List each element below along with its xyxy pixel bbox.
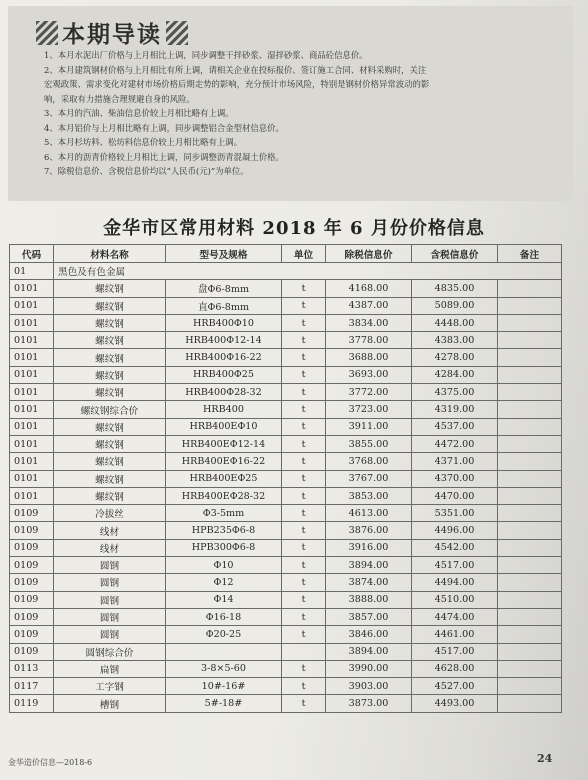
footer-publication: 金华造价信息—2018-6 <box>8 758 93 767</box>
item-code: 0119 <box>10 695 54 712</box>
table-row <box>10 574 562 591</box>
item-code: 0101 <box>10 470 54 487</box>
hatch-decoration-icon <box>36 21 58 45</box>
price-incl-tax: 4319.00 <box>412 401 498 418</box>
price-excl-tax: 3768.00 <box>326 453 412 470</box>
item-unit: t <box>282 505 326 522</box>
table-row <box>10 453 562 470</box>
item-spec: HRB400EΦ28-32 <box>166 487 282 504</box>
intro-line: 2、本月建筑钢材价格与上月相比有所上调，请相关企业在投标报价、签订施工合同、材料采购时，关注 <box>44 64 427 75</box>
price-incl-tax: 4496.00 <box>412 522 498 539</box>
item-remark <box>498 487 562 504</box>
item-spec: HRB400Φ25 <box>166 366 282 383</box>
table-row <box>10 418 562 435</box>
item-spec: Φ12 <box>166 574 282 591</box>
item-name: 螺纹钢 <box>54 349 166 366</box>
item-name: 螺纹钢 <box>54 332 166 349</box>
price-excl-tax: 3888.00 <box>326 591 412 608</box>
item-unit: t <box>282 678 326 695</box>
item-spec: Φ3-5mm <box>166 505 282 522</box>
item-name: 螺纹钢 <box>54 487 166 504</box>
price-table <box>9 244 562 713</box>
item-code: 0101 <box>10 453 54 470</box>
price-incl-tax: 4371.00 <box>412 453 498 470</box>
column-header: 单位 <box>282 245 326 263</box>
item-unit <box>282 643 326 660</box>
column-header: 材料名称 <box>54 245 166 263</box>
item-code: 0101 <box>10 401 54 418</box>
column-header: 备注 <box>498 245 562 263</box>
item-remark <box>498 591 562 608</box>
item-remark <box>498 297 562 314</box>
price-excl-tax: 3853.00 <box>326 487 412 504</box>
price-incl-tax: 4448.00 <box>412 314 498 331</box>
price-excl-tax: 4168.00 <box>326 280 412 297</box>
item-name: 螺纹钢综合价 <box>54 401 166 418</box>
item-remark <box>498 608 562 625</box>
item-spec: 3-8×5-60 <box>166 660 282 677</box>
item-spec: Φ20-25 <box>166 626 282 643</box>
intro-line: 宏观政策、需求变化对建材市场价格后期走势的影响，充分预计市场风险，特别是钢材价格异常波动的影 <box>44 79 430 89</box>
item-remark <box>498 332 562 349</box>
price-incl-tax: 4542.00 <box>412 539 498 556</box>
item-unit: t <box>282 522 326 539</box>
item-remark <box>498 643 562 660</box>
price-excl-tax: 3693.00 <box>326 366 412 383</box>
price-incl-tax: 4517.00 <box>412 557 498 574</box>
item-name: 槽钢 <box>54 695 166 712</box>
table-row <box>10 349 562 366</box>
item-code: 0109 <box>10 522 54 539</box>
table-body <box>10 263 562 713</box>
item-unit: t <box>282 574 326 591</box>
item-spec: HRB400 <box>166 401 282 418</box>
item-spec: HRB400EΦ10 <box>166 418 282 435</box>
price-excl-tax: 3688.00 <box>326 349 412 366</box>
item-code: 0101 <box>10 366 54 383</box>
intro-line: 7、除税信息价、含税信息价均以“人民币(元)”为单位。 <box>44 166 249 176</box>
table-row <box>10 297 562 314</box>
item-code: 0101 <box>10 280 54 297</box>
table-row <box>10 280 562 297</box>
price-incl-tax: 4375.00 <box>412 384 498 401</box>
intro-box <box>8 6 573 201</box>
item-code: 0101 <box>10 332 54 349</box>
price-excl-tax: 3855.00 <box>326 435 412 452</box>
hatch-decoration-icon <box>166 21 188 45</box>
price-incl-tax: 4493.00 <box>412 695 498 712</box>
item-unit: t <box>282 332 326 349</box>
item-spec: HPB300Φ6-8 <box>166 539 282 556</box>
item-code: 0101 <box>10 314 54 331</box>
table-row <box>10 522 562 539</box>
table-row <box>10 695 562 712</box>
item-remark <box>498 678 562 695</box>
price-excl-tax: 3911.00 <box>326 418 412 435</box>
item-name: 螺纹钢 <box>54 314 166 331</box>
item-name: 圆钢 <box>54 626 166 643</box>
price-excl-tax: 3894.00 <box>326 643 412 660</box>
intro-line: 4、本月铝价与上月相比略有上调，同步调整铝合金型材信息价。 <box>44 122 284 133</box>
item-remark <box>498 435 562 452</box>
item-remark <box>498 626 562 643</box>
item-name: 螺纹钢 <box>54 366 166 383</box>
price-incl-tax: 4537.00 <box>412 418 498 435</box>
price-excl-tax: 3778.00 <box>326 332 412 349</box>
item-spec: Φ16-18 <box>166 608 282 625</box>
table-row <box>10 660 562 677</box>
item-code: 0101 <box>10 297 54 314</box>
intro-lines <box>44 48 559 179</box>
price-incl-tax: 4835.00 <box>412 280 498 297</box>
item-remark <box>498 384 562 401</box>
price-incl-tax: 4461.00 <box>412 626 498 643</box>
item-remark <box>498 574 562 591</box>
item-unit: t <box>282 487 326 504</box>
item-code: 0109 <box>10 557 54 574</box>
item-remark <box>498 505 562 522</box>
item-name: 圆钢 <box>54 608 166 625</box>
price-excl-tax: 3903.00 <box>326 678 412 695</box>
item-spec: HRB400EΦ25 <box>166 470 282 487</box>
item-name: 圆钢综合价 <box>54 643 166 660</box>
column-header: 含税信息价 <box>412 245 498 263</box>
item-code: 0109 <box>10 505 54 522</box>
table-row <box>10 470 562 487</box>
price-excl-tax: 3846.00 <box>326 626 412 643</box>
price-incl-tax: 4510.00 <box>412 591 498 608</box>
item-unit: t <box>282 366 326 383</box>
item-unit: t <box>282 297 326 314</box>
item-unit: t <box>282 349 326 366</box>
price-excl-tax: 3772.00 <box>326 384 412 401</box>
table-row <box>10 401 562 418</box>
item-name: 螺纹钢 <box>54 435 166 452</box>
item-unit: t <box>282 314 326 331</box>
price-excl-tax: 3873.00 <box>326 695 412 712</box>
item-name: 线材 <box>54 522 166 539</box>
price-incl-tax: 4517.00 <box>412 643 498 660</box>
price-incl-tax: 5089.00 <box>412 297 498 314</box>
item-spec: Φ10 <box>166 557 282 574</box>
intro-line: 6、本月的沥青价格较上月相比上调，同步调整沥青混凝土价格。 <box>44 151 284 162</box>
category-code: 01 <box>10 263 54 280</box>
item-remark <box>498 314 562 331</box>
price-excl-tax: 3857.00 <box>326 608 412 625</box>
item-name: 线材 <box>54 539 166 556</box>
table-row <box>10 557 562 574</box>
category-row <box>10 263 562 280</box>
table-row <box>10 591 562 608</box>
item-remark <box>498 470 562 487</box>
price-incl-tax: 4494.00 <box>412 574 498 591</box>
item-name: 圆钢 <box>54 574 166 591</box>
item-code: 0109 <box>10 643 54 660</box>
column-header: 代码 <box>10 245 54 263</box>
item-spec: HRB400EΦ16-22 <box>166 453 282 470</box>
item-name: 螺纹钢 <box>54 470 166 487</box>
item-spec: HRB400EΦ12-14 <box>166 435 282 452</box>
price-incl-tax: 4628.00 <box>412 660 498 677</box>
item-spec: HRB400Φ28-32 <box>166 384 282 401</box>
item-code: 0117 <box>10 678 54 695</box>
item-remark <box>498 349 562 366</box>
item-name: 圆钢 <box>54 591 166 608</box>
price-excl-tax: 3990.00 <box>326 660 412 677</box>
item-remark <box>498 401 562 418</box>
item-remark <box>498 660 562 677</box>
item-spec: 5#-18# <box>166 695 282 712</box>
item-code: 0109 <box>10 539 54 556</box>
price-excl-tax: 4613.00 <box>326 505 412 522</box>
item-code: 0101 <box>10 418 54 435</box>
price-excl-tax: 3834.00 <box>326 314 412 331</box>
item-remark <box>498 280 562 297</box>
item-spec: HPB235Φ6-8 <box>166 522 282 539</box>
item-unit: t <box>282 453 326 470</box>
item-code: 0113 <box>10 660 54 677</box>
item-code: 0101 <box>10 435 54 452</box>
item-code: 0109 <box>10 626 54 643</box>
item-unit: t <box>282 384 326 401</box>
price-excl-tax: 3894.00 <box>326 557 412 574</box>
table-header-row <box>10 245 562 263</box>
intro-line: 3、本月的汽油、柴油信息价较上月相比略有上调。 <box>44 108 234 118</box>
table-row <box>10 384 562 401</box>
item-spec <box>166 643 282 660</box>
item-spec: 直Φ6-8mm <box>166 297 282 314</box>
table-row <box>10 314 562 331</box>
intro-line: 1、本月水泥出厂价格与上月相比上调，同步调整干拌砂浆、湿拌砂浆、商品砼信息价。 <box>44 50 368 60</box>
item-name: 螺纹钢 <box>54 453 166 470</box>
table-row <box>10 487 562 504</box>
price-excl-tax: 3876.00 <box>326 522 412 539</box>
item-name: 圆钢 <box>54 557 166 574</box>
column-header: 除税信息价 <box>326 245 412 263</box>
item-unit: t <box>282 626 326 643</box>
item-code: 0109 <box>10 591 54 608</box>
item-name: 冷拔丝 <box>54 505 166 522</box>
item-name: 螺纹钢 <box>54 418 166 435</box>
item-name: 工字钢 <box>54 678 166 695</box>
item-name: 螺纹钢 <box>54 384 166 401</box>
table-row <box>10 626 562 643</box>
item-code: 0109 <box>10 574 54 591</box>
item-unit: t <box>282 418 326 435</box>
price-excl-tax: 3723.00 <box>326 401 412 418</box>
item-spec: 10#-16# <box>166 678 282 695</box>
item-code: 0101 <box>10 384 54 401</box>
intro-line: 5、本月杉坊料、松坊料信息价较上月相比略有上调。 <box>44 137 242 147</box>
page-number: 24 <box>537 752 553 765</box>
price-incl-tax: 4472.00 <box>412 435 498 452</box>
item-spec: 盘Φ6-8mm <box>166 280 282 297</box>
item-spec: HRB400Φ12-14 <box>166 332 282 349</box>
price-incl-tax: 4278.00 <box>412 349 498 366</box>
intro-title-text: 本期导读 <box>62 22 162 48</box>
table-title: 金华市区常用材料 2018 年 6 月份价格信息 <box>103 218 485 239</box>
item-remark <box>498 418 562 435</box>
price-incl-tax: 4527.00 <box>412 678 498 695</box>
table-row <box>10 366 562 383</box>
table-row <box>10 678 562 695</box>
item-remark <box>498 557 562 574</box>
item-spec: Φ14 <box>166 591 282 608</box>
price-incl-tax: 4284.00 <box>412 366 498 383</box>
price-excl-tax: 3874.00 <box>326 574 412 591</box>
item-unit: t <box>282 539 326 556</box>
price-incl-tax: 4383.00 <box>412 332 498 349</box>
column-header: 型号及规格 <box>166 245 282 263</box>
item-unit: t <box>282 280 326 297</box>
item-spec: HRB400Φ16-22 <box>166 349 282 366</box>
item-name: 螺纹钢 <box>54 297 166 314</box>
item-unit: t <box>282 660 326 677</box>
table-row <box>10 435 562 452</box>
item-code: 0109 <box>10 608 54 625</box>
table-row <box>10 505 562 522</box>
table-row <box>10 608 562 625</box>
item-code: 0101 <box>10 349 54 366</box>
item-unit: t <box>282 591 326 608</box>
price-incl-tax: 4370.00 <box>412 470 498 487</box>
item-remark <box>498 522 562 539</box>
item-name: 扁钢 <box>54 660 166 677</box>
category-name: 黑色及有色金属 <box>54 263 562 280</box>
item-name: 螺纹钢 <box>54 280 166 297</box>
table-row <box>10 643 562 660</box>
item-unit: t <box>282 695 326 712</box>
item-unit: t <box>282 557 326 574</box>
price-incl-tax: 5351.00 <box>412 505 498 522</box>
item-remark <box>498 539 562 556</box>
item-remark <box>498 453 562 470</box>
item-unit: t <box>282 401 326 418</box>
price-excl-tax: 3916.00 <box>326 539 412 556</box>
table-row <box>10 332 562 349</box>
price-incl-tax: 4474.00 <box>412 608 498 625</box>
price-incl-tax: 4470.00 <box>412 487 498 504</box>
price-excl-tax: 3767.00 <box>326 470 412 487</box>
item-remark <box>498 366 562 383</box>
item-spec: HRB400Φ10 <box>166 314 282 331</box>
item-unit: t <box>282 470 326 487</box>
item-code: 0101 <box>10 487 54 504</box>
item-unit: t <box>282 608 326 625</box>
item-remark <box>498 695 562 712</box>
item-unit: t <box>282 435 326 452</box>
table-row <box>10 539 562 556</box>
intro-title <box>36 16 188 48</box>
intro-line: 响，采取有力措施合理规避自身的风险。 <box>44 93 195 104</box>
price-excl-tax: 4387.00 <box>326 297 412 314</box>
